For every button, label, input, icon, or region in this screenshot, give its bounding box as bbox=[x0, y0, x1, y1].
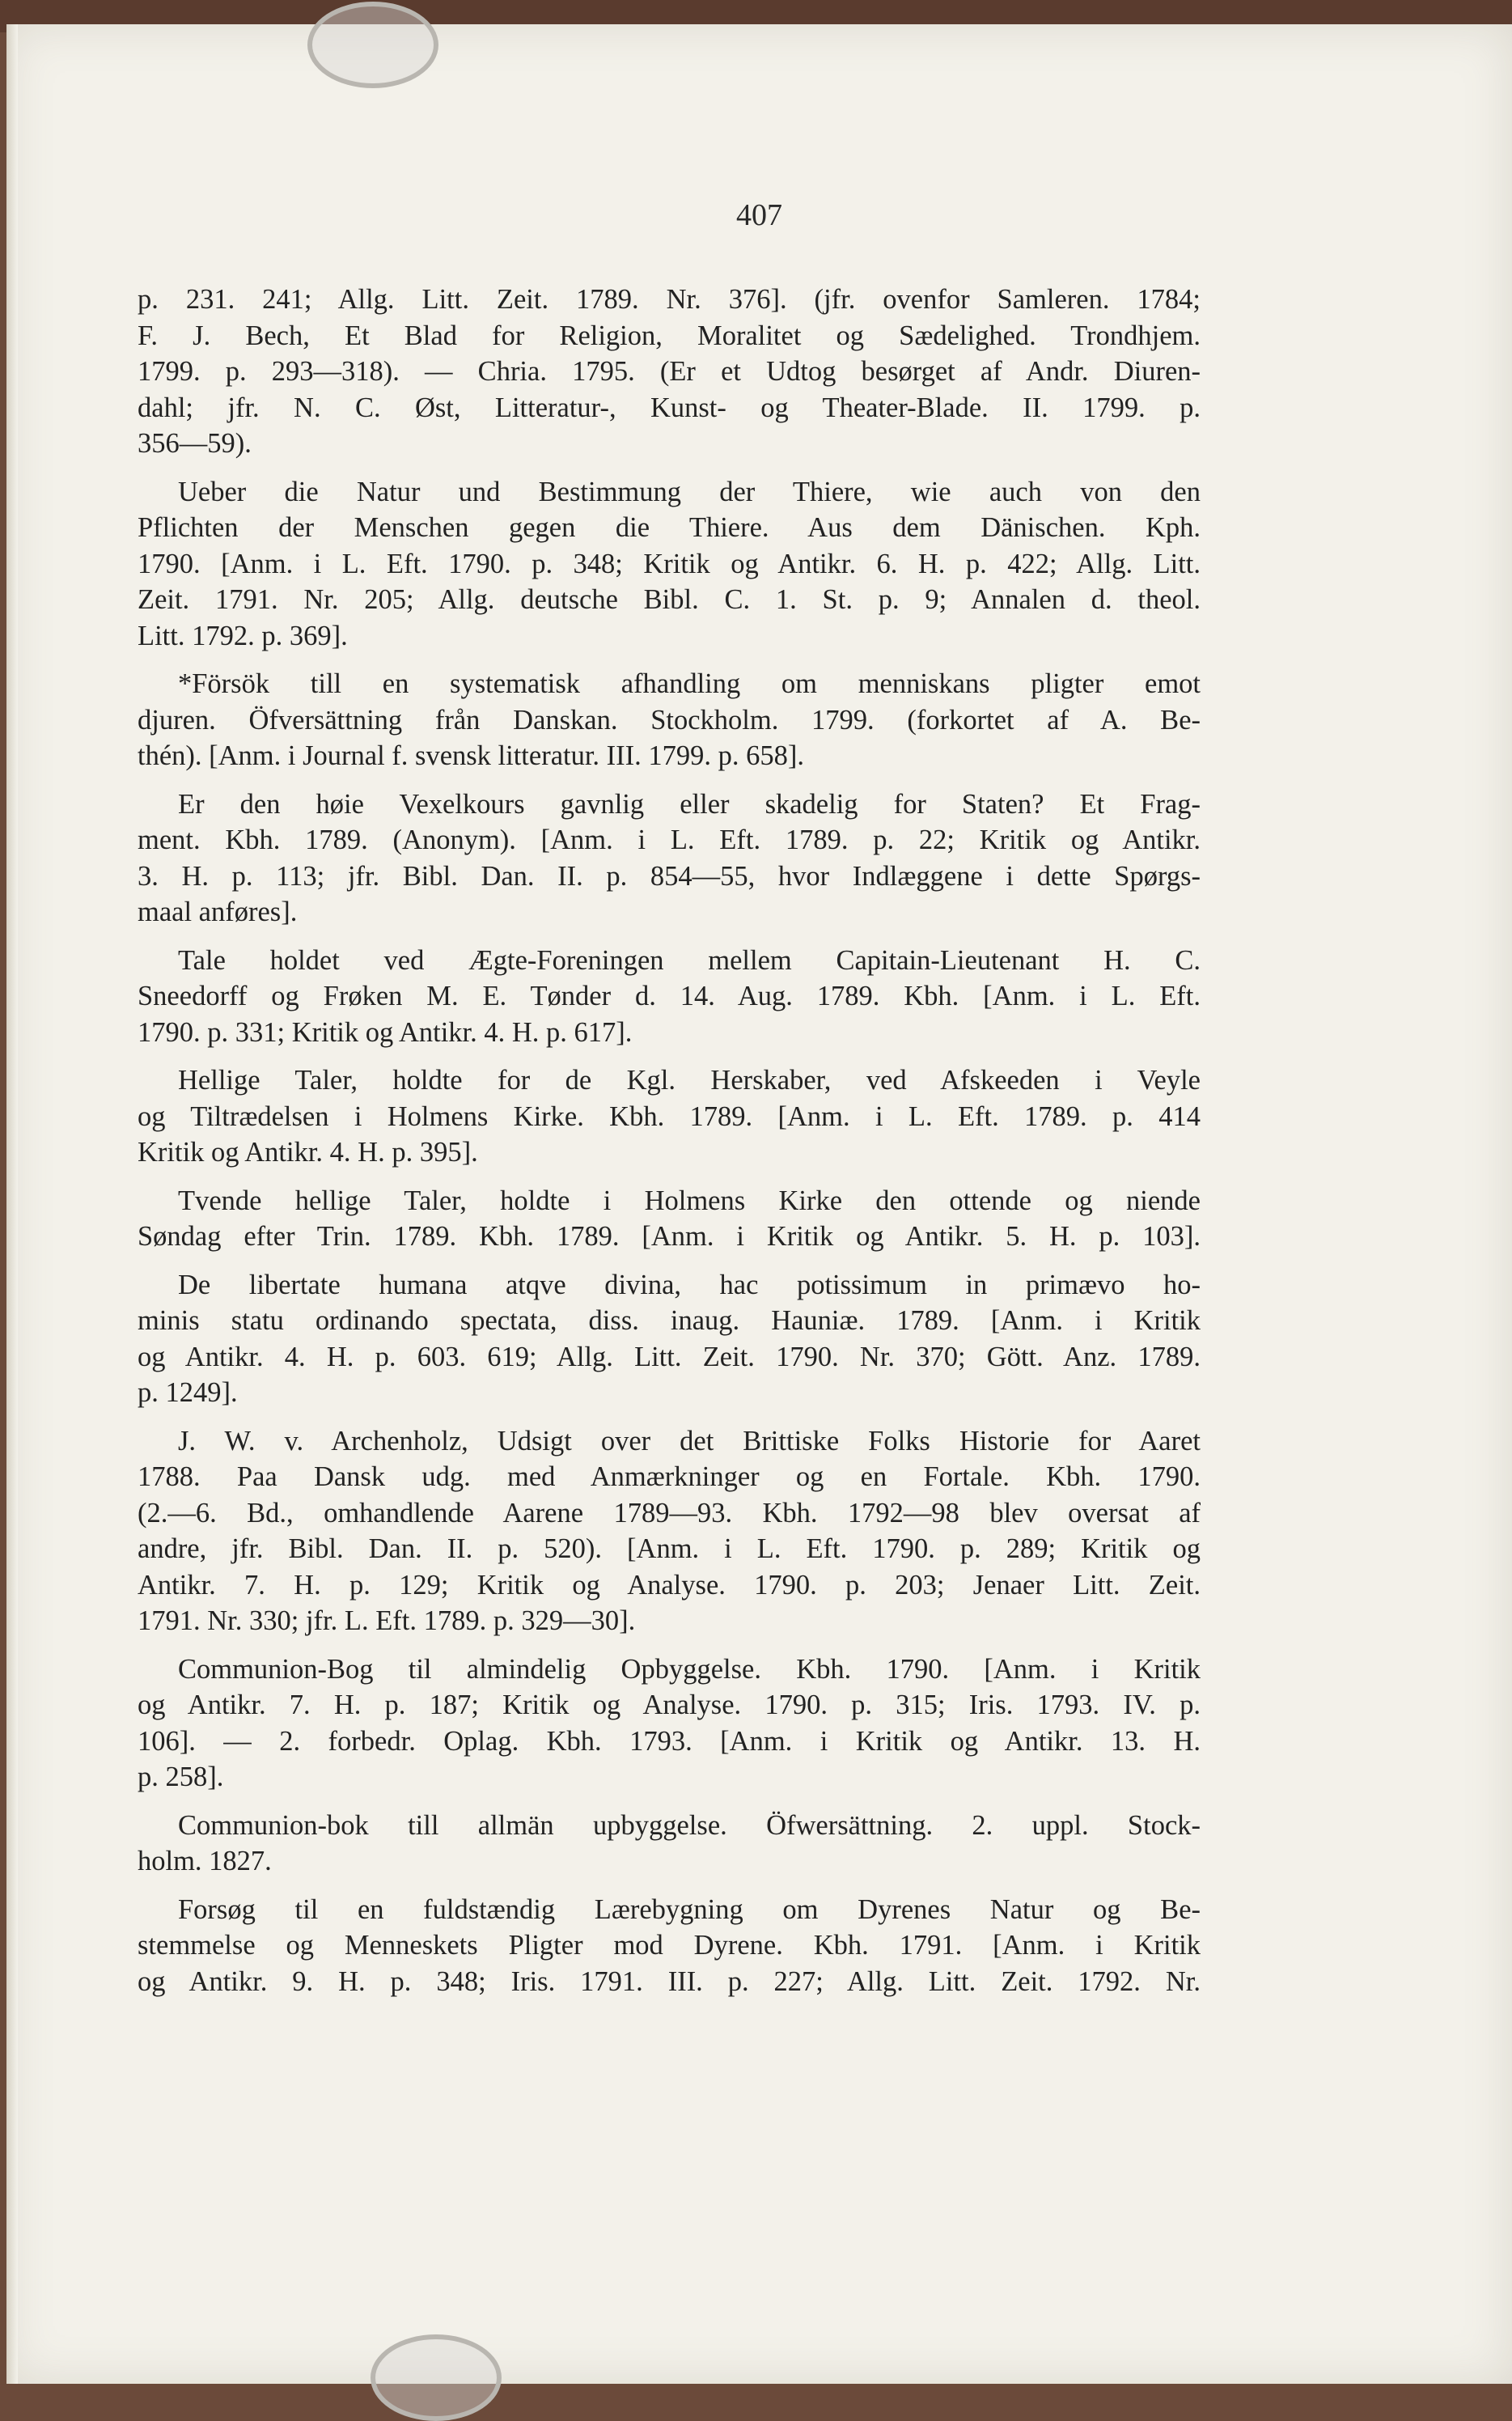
text-line: De libertate humana atqve divina, hac potissimum in primævo ho- bbox=[178, 1269, 1201, 1300]
text-line: 356—59). bbox=[138, 428, 252, 459]
text-line: Antikr. 7. H. p. 129; Kritik og Analyse. 1790. p. 203; Jenaer Litt. Zeit. bbox=[138, 1569, 1201, 1601]
bibliography-entry bbox=[138, 1808, 1201, 1880]
text-line: 106]. — 2. forbedr. Oplag. Kbh. 1793. [Anm. i Kritik og Antikr. 13. H. bbox=[138, 1725, 1201, 1757]
text-line: Tale holdet ved Ægte-Foreningen mellem Capitain-Lieutenant H. C. bbox=[178, 944, 1201, 976]
text-line: Søndag efter Trin. 1789. Kbh. 1789. [Anm. i Kritik og Antikr. 5. H. p. 103]. bbox=[138, 1221, 1201, 1252]
text-line: Pflichten der Menschen gegen die Thiere. Aus dem Dänischen. Kph. bbox=[138, 512, 1201, 543]
text-line: Ueber die Natur und Bestimmung der Thiere, wie auch von den bbox=[178, 476, 1201, 507]
bibliography-entry bbox=[138, 1183, 1201, 1255]
paper-clip-bottom bbox=[371, 2334, 502, 2421]
text-line: thén). [Anm. i Journal f. svensk litteratur. III. 1799. p. 658]. bbox=[138, 740, 805, 771]
text-line: minis statu ordinando spectata, diss. inaug. Hauniæ. 1789. [Anm. i Kritik bbox=[138, 1305, 1201, 1336]
bibliography-entry bbox=[138, 943, 1201, 1051]
text-line: *Försök till en systematisk afhandling om menniskans pligter emot bbox=[178, 668, 1201, 699]
text-line: (2.—6. Bd., omhandlende Aarene 1789—93. Kbh. 1792—98 blev oversat af bbox=[138, 1497, 1201, 1528]
text-line: 1790. [Anm. i L. Eft. 1790. p. 348; Kritik og Antikr. 6. H. p. 422; Allg. Litt. bbox=[138, 548, 1201, 579]
bibliography-entry bbox=[138, 787, 1201, 931]
text-line: J. W. v. Archenholz, Udsigt over det Brittiske Folks Historie for Aaret bbox=[178, 1425, 1201, 1456]
text-line: Forsøg til en fuldstændig Lærebygning om Dyrenes Natur og Be- bbox=[178, 1893, 1201, 1925]
text-line: Zeit. 1791. Nr. 205; Allg. deutsche Bibl. C. 1. St. p. 9; Annalen d. theol. bbox=[138, 584, 1201, 615]
text-line: Tvende hellige Taler, holdte i Holmens Kirke den ottende og niende bbox=[178, 1185, 1201, 1216]
text-line: og Antikr. 4. H. p. 603. 619; Allg. Litt. Zeit. 1790. Nr. 370; Gött. Anz. 1789. bbox=[138, 1341, 1201, 1372]
bibliography-entry bbox=[138, 474, 1201, 655]
page-edge-shadow bbox=[6, 24, 18, 2384]
bibliography-entry bbox=[138, 1062, 1201, 1171]
text-line: stemmelse og Menneskets Pligter mod Dyrene. Kbh. 1791. [Anm. i Kritik bbox=[138, 1930, 1201, 1961]
text-line: 1790. p. 331; Kritik og Antikr. 4. H. p. 617]. bbox=[138, 1016, 633, 1048]
text-line: Litt. 1792. p. 369]. bbox=[138, 620, 348, 651]
paper-clip-top bbox=[307, 2, 438, 88]
text-line: 1799. p. 293—318). — Chria. 1795. (Er et Udtog besørget af Andr. Diuren- bbox=[138, 356, 1201, 387]
text-line: andre, jfr. Bibl. Dan. II. p. 520). [Anm. i L. Eft. 1790. p. 289; Kritik og bbox=[138, 1533, 1201, 1564]
bibliography-text bbox=[138, 282, 1201, 2012]
bibliography-entry bbox=[138, 1267, 1201, 1411]
bibliography-entry bbox=[138, 1892, 1201, 2000]
text-line: 1791. Nr. 330; jfr. L. Eft. 1789. p. 329—30]. bbox=[138, 1605, 636, 1636]
text-line: Sneedorff og Frøken M. E. Tønder d. 14. Aug. 1789. Kbh. [Anm. i L. Eft. bbox=[138, 981, 1201, 1011]
bibliography-entry bbox=[138, 1651, 1201, 1796]
text-line: maal anføres]. bbox=[138, 897, 298, 927]
text-line: Hellige Taler, holdte for de Kgl. Herskaber, ved Afskeeden i Veyle bbox=[178, 1065, 1201, 1096]
text-line: holm. 1827. bbox=[138, 1846, 272, 1876]
text-line: og Antikr. 7. H. p. 187; Kritik og Analyse. 1790. p. 315; Iris. 1793. IV. p. bbox=[138, 1690, 1201, 1720]
text-line: djuren. Öfversättning från Danskan. Stockholm. 1799. (forkortet af A. Be- bbox=[138, 704, 1201, 736]
book-page bbox=[6, 24, 1512, 2384]
text-line: og Tiltrædelsen i Holmens Kirke. Kbh. 1789. [Anm. i L. Eft. 1789. p. 414 bbox=[138, 1100, 1201, 1132]
page-number: 407 bbox=[736, 198, 782, 232]
text-line: p. 258]. bbox=[138, 1762, 224, 1792]
text-line: Communion-bok till allmän upbyggelse. Öfwersättning. 2. uppl. Stock- bbox=[178, 1809, 1201, 1841]
text-line: 3. H. p. 113; jfr. Bibl. Dan. II. p. 854—55, hvor Indlæggene i dette Spørgs- bbox=[138, 860, 1201, 892]
text-line: Er den høie Vexelkours gavnlig eller skadelig for Staten? Et Frag- bbox=[178, 788, 1201, 820]
text-line: Kritik og Antikr. 4. H. p. 395]. bbox=[138, 1137, 478, 1168]
text-line: og Antikr. 9. H. p. 348; Iris. 1791. III. p. 227; Allg. Litt. Zeit. 1792. Nr. bbox=[138, 1965, 1201, 1997]
bibliography-entry bbox=[138, 1423, 1201, 1639]
text-line: Communion-Bog til almindelig Opbyggelse. Kbh. 1790. [Anm. i Kritik bbox=[178, 1653, 1201, 1685]
text-line: p. 231. 241; Allg. Litt. Zeit. 1789. Nr. 376]. (jfr. ovenfor Samleren. 1784; bbox=[138, 284, 1201, 315]
bibliography-entry bbox=[138, 666, 1201, 774]
text-line: F. J. Bech, Et Blad for Religion, Moralitet og Sædelighed. Trondhjem. bbox=[138, 320, 1201, 351]
text-line: 1788. Paa Dansk udg. med Anmærkninger og en Fortale. Kbh. 1790. bbox=[138, 1461, 1201, 1492]
text-line: ment. Kbh. 1789. (Anonym). [Anm. i L. Eft. 1789. p. 22; Kritik og Antikr. bbox=[138, 825, 1201, 855]
bibliography-entry bbox=[138, 282, 1201, 462]
text-line: p. 1249]. bbox=[138, 1377, 238, 1408]
text-line: dahl; jfr. N. C. Øst, Litteratur-, Kunst- og Theater-Blade. II. 1799. p. bbox=[138, 392, 1201, 423]
